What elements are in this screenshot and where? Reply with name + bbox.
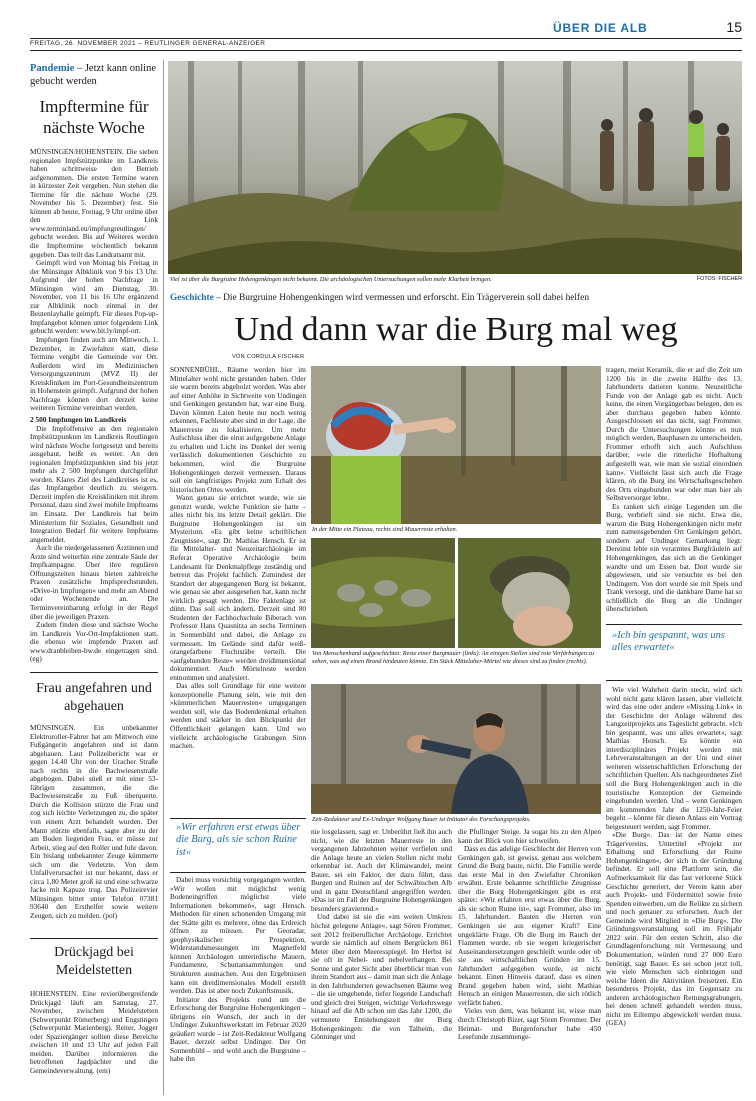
history-kicker-text: Die Burgruine Hohengenkingen wird vermessen und erforscht. Ein Trägerverein soll dabei helfen [220, 293, 590, 303]
col2-p1: nie losgelassen, sagt er. Unberührt ließ ihn auch nicht, wie die letzten Mauerreste in den vergangenen Jahrzehnten weiter verfielen und die Anlage heute an vielen Stellen nicht mehr erkennbar ist. Auch der Klimawandel, meint Bauer, sei ein Faktor, der dazu führt, dass Burgen und Ruinen auf der Schwäbischen Alb und in ganz Deutschland angegriffen werden. »Das ist im Fall der Burgruine Hohengenkingen besonders gravierend.« [311, 828, 452, 913]
main-col1-top [170, 366, 306, 816]
col3-p1: tragen, meist Keramik, die er auf die Zeit um 1200 bis in die zweite Hälfte des 13. Jahrhunderts datieren konnte. Neuzeitliche Funde von der Anlage gab es nicht. Auch keine, die einen Vorgängerbau belegen, den es aber durchaus gegeben haben könnte. Ausgeschlossen sei das nicht, sagt Frommer. Durch die Untersuchungen könnte es nun möglich werden, Bauphasen zu unterscheiden, Frommer erhofft sich auch Aufschluss darüber, »wie die ritterliche Hofhaltung aufgestellt war, wie man sie sozial einordnen kann«. Vielleicht lässt sich auch die Frage klären, ob die Burg ins Wirtschaftsgeschehen des Orts eingebunden war oder man hier als Selbstversorger lebte. [606, 366, 742, 503]
history-kicker [170, 292, 742, 306]
frau-headline: Frau angefahren und abgehauen [36, 681, 152, 714]
pull-quote-2: »Ich bin gespannt, was uns alles erwartet« [612, 630, 725, 654]
ruin-illustration [168, 61, 742, 274]
main-col2b-text [458, 828, 601, 1094]
ruin-photo [168, 61, 742, 274]
pandemie-headline: Impftermine für nächste Woche [39, 97, 149, 137]
col3-p3: Wie viel Wahrheit darin steckt, wird sich wohl nicht ganz klären lassen, aber vielleicht wird das eine oder andere »Missing Link« in der Geschichte der Anlage während des Langzeitprojekts ans Tageslicht gebracht. »Ich bin gespannt, was uns alles erwartet«, sagt Mathias Hensch. Es könnte ein interdisziplinäres Projekt werden mit Lehrveranstaltungen an der Uni und einer weiteren wissenschaftlichen Erforschung der schriftlichen Quellen. Als nachgeordnetes Ziel soll die Burg Hohengenkingen auch in die touristische Konzeption der Gemeinde eingebunden werden. Und – wenn Genkingen im kommenden Jahr die 1250-Jahr-Feier begeht – könnte für diesen Anlass ein Vortrag beigesteuert werden, sagt Frommer. [606, 686, 742, 831]
bauer-illustration [311, 684, 601, 814]
drueckjagd-headline: Drückjagd bei Meidelstetten [54, 945, 134, 978]
dateline-rule [30, 50, 742, 51]
section-title: ÜBER DIE ALB [553, 21, 648, 35]
quote1-rule-top [170, 818, 306, 819]
left-divider-1 [30, 672, 158, 673]
pandemie-p4: Die Impfoffensive an den regionalen Impfstützpunkten im Landkreis Reutlingen wird nächste Woche fortgesetzt und bereits ausgebaut, heißt es weiter. An den regionalen Impfstützpunkten sind bis jetzt mehr als 2 500 Impfungen durchgeführt worden. Klares Ziel des Landkreises ist es, das Impfangebot deutlich zu steigern. Derzeit impfen die Kreiskliniken mit ihrem Personal, dazu sind zwei mobile Impfteams im Einsatz. Der Landkreis hat beim Ministerium für Soziales, Gesundheit und Integration Bedarf für weitere Impfteams angemeldet. [30, 423, 158, 544]
boy-at-wall-illustration [311, 366, 601, 524]
pandemie-p5: Auch die niedergelassenen Ärztinnen und Ärzte sind weiterhin eine zentrale Säule der Impfkampagne. Über ihre regulären Öffnungszeiten hinaus bieten zahlreiche Praxen zusätzliche Impfsprechstunden, »Drive-in Impfungen« und mehr am Abend oder Wochenende an. Die Terminvereinbarung erfolgt in der Regel über die jeweiligen Praxen. [30, 543, 158, 621]
wall-illustration [311, 538, 455, 648]
frau-article [30, 724, 158, 934]
bauer-photo [311, 684, 601, 814]
col2b-p2: Dass es das adelige Geschlecht der Herren von Genkingen gab, ist gewiss, genau aus welchem Grund die Burg baute, nicht. Die Familie werde das erste Mal in den Zwiefalter Chroniken erwähnt. Erste bekannte schriftliche Zeugnisse über die Burg Hohengenkingen gibt es erst später: »Wir erfahren erst etwas über die Burg, als sie schon Ruine ist«, sagt Frommer, also im 15. Jahrhundert. Bauten die Herren von Genkingen sie aus eigener Kraft? Eine ungeklärte Frage. Ob die Burg im Rauch der Flammen wurde, ob sie wegen kriegerischer Auseinandersetzungen geschleift wurde oder ob sie aus wirtschaftlichen Gründen im 15. Jahrhundert aufgegeben wurde, ist nicht bekannt. Einen Hinweis darauf, dass es einen Brand gegeben haben wird, sieht Mathias Hensch an einigen Mauerresten, die sich rötlich verfärbt haben. [458, 844, 601, 1007]
mortar-illustration [458, 538, 601, 648]
bauer-photo-caption: Zeit-Redakteur und Ex-Undinger Wolfgang Bauer ist Initiator des Forschungsprojekts. [312, 816, 531, 823]
top-photo-caption: Viel ist über die Burgruine Hohengenkingen nicht bekannt. Die archäologischen Untersuchungen sollen mehr Klarheit bringen. [170, 276, 492, 283]
main-col1-bottom [170, 876, 306, 1094]
pull-quote-1: »Wir erfahren erst etwas über die Burg, als sie schon Ruine ist« [176, 822, 301, 858]
pandemie-kicker [30, 62, 158, 92]
left-divider-2 [30, 938, 158, 939]
wall-photo [311, 538, 455, 648]
col1-p3: Das alles soll Grundlage für eine weitere konzeptionelle Planung sein, wie mit den »kümmerlichen Mauerresten« umgegangen werden soll, wie das Bodendenkmal erhalten werden und stärker in den Blickpunkt der Öffentlichkeit gelangen kann. Und wo vielleicht archäologische Grabungen Sinn machen. [170, 681, 306, 751]
header-rule [30, 38, 742, 39]
pandemie-subhead: 2 500 Impfungen im Landkreis [30, 414, 127, 424]
kicker-text: Jetzt kann online gebucht werden [30, 63, 156, 87]
mortar-photo [458, 538, 601, 648]
col1-p2: Wann genau sie errichtet wurde, wie sie genutzt wurde, welche Funktion sie hatte – alles nicht bis ins letzte Detail geklärt. Die Burgruine Hohengenkingen ist ein Mysterium. »Es gibt keine schriftlichen Zeugnisse«, sagt Dr. Mathias Hensch. Er ist für Mittelalter- und Neuzeitarchäologie im Referat Operative Archäologie beim Landesamt für Denkmalpflege zuständig und betreut das Projekt fachlich. Zumindest der Standort der abgegangenen Burg ist bekannt, wie genau sie aber ausgesehen hat, kann nicht wirklich gesagt werden. Die Faktenlage ist dünn. Das soll sich ändern. Derzeit sind 80 Studenten der Fachhochschule Biberach von Professor Hans Quasnitza an sechs Terminen in Sonnenbühl und dabei, die Anlage zu vermessen. Im Gelände sind dafür weiß-orangefarbene Fluchtstäbe verteilt. Die »aufgehenden Reste« werden dreidimensional dokumentiert. Auch Mörtelreste werden entnommen und analysiert. [170, 493, 306, 682]
history-kicker-label: Geschichte – [170, 293, 221, 303]
byline: VON CORDULA FISCHER [232, 354, 305, 360]
pandemie-p6: Zudem finden diese und nächste Woche im Landkreis Vor-Ort-Impfaktionen statt, die ebenso wie impfende Praxen auf www.dranbleiben-bw.de eingetragen sind. (eg) [30, 620, 158, 664]
col2b-p3: Vieles von dem, was bekannt ist, wisse man durch Christoph Bizer, sagt Sören Frommer. Der Heimat- und Burgenforscher habe 450 Lesefunde zusammenge- [458, 1006, 601, 1042]
pandemie-p1: MÜNSINGEN/HOHENSTEIN. Die sieben regionalen Impfstützpunkte im Landkreis haben schrittweise den Betrieb aufgenommen. Die ersten Termine waren in kürzester Zeit vergeben. Nun stehen die Termine für die nächste Woche (29. November bis 5. Dezember) fest. Sie können ab heute, Freitag, 9 Uhr online über den Link www.terminland.eu/impfungreutlingen/ gebucht werden. Bis auf Weiteres werden die Impftermine wöchentlich bekannt gegeben. Das teilt das Landratsamt mit. [30, 148, 158, 259]
pandemie-p3: Impfungen finden auch am Mittwoch, 1. Dezember, in Zwiefalten statt, diese Termine vergibt die Gemeinde vor Ort. Außerdem wird im Medizinischen Versorgungszentrum (MVZ II) der Kreiskliniken im Port-Gesundheitszentrum in Hohenstein geimpft. Aufgrund der hohen Nachfrage können dort derzeit keine weiteren Termine vereinbart werden. [30, 335, 158, 413]
drueckjagd-article [30, 990, 158, 1090]
quote1-rule-bottom [170, 872, 306, 873]
mortar-photo-caption: Von Menschenhand aufgeschichtet: Reste einer Burgmauer (links). An einigen Stellen sind rote Verfärbungen zu sehen, was auf einen Brand hindeuten könnte. Ein Stück Mittelalter-Mörtel wie dieses sind zu finden (rechts). [312, 650, 595, 665]
col1-p5: Initiator des Projekts rund um die Erforschung der Burgruine Hohengenkingen – übrigens ein Wunsch, der auch in der Undinger Zukunftswerkstatt im Februar 2020 geäußert wurde – ist Zeit-Redakteur Wolfgang Bauer, derzeit selbst Undinger. Der Ort Sonnenbühl – und wohl auch die Burgruine – habe ihn [170, 994, 306, 1064]
main-col3-top [606, 366, 742, 618]
photo-credit: FOTOS: FISCHER [696, 276, 742, 282]
main-col3-bottom [606, 686, 742, 1094]
col1-p4: Dabei muss vorsichtig vorgegangen werden. »Wir wollen mit möglichst wenig Bodeneingriffen möglichst viele Informationen bekommen«, sagt Hensch. Methoden für einen schonenden Umgang mit der Stätte gibt es mehrere, ohne das Erdreich öffnen zu müssen. Per Georadar, geophysikalischer Prospektion, Widerstandsmessungen im Magnetfeld können Archäologen unterirdische Mauern, Fundamente, Schuttansammlungen und Strukturen ausmachen. Aus den Ergebnissen kann ein dreidimensionales Modell erstellt werden. Das ist aber noch Zukunftsmusik. [170, 876, 306, 996]
drueckjagd-p1: HOHENSTEIN. Eine revierübergreifende Drückjagd läuft am Samstag, 27. November, zwischen Meidelstetten (Schwerpunkt Römerberg) und Engstingen (Schwerpunkt Marienberg). Reiter, Jogger oder Spaziergänger sollten diese Bereiche zwischen 10 und 13 Uhr auf jeden Fall meiden. Darüber informieren die betroffenen Jagdpächter und die Gemeindeverwaltung. (em) [30, 990, 158, 1075]
main-col2-text [311, 828, 452, 1094]
pandemie-article [30, 148, 158, 668]
col3-p4: »Die Burg«. Das ist der Name eines Trägervereins, Untertitel »Projekt zur Erhaltung und Erforschung der Ruine Hohengenkingen«, der sich in der Gründung befindet. Er soll eine Plattform sein, die Aufmerksamkeit für das fast verlorene Stück Geschichte generiert, der Verein kann aber auch Projekt- und Fördermittel sowie freie Spenden einwerben, um die Relikte zu sichern und noch genauer zu erforschen. Auch der Gemeinde wird Mitglied in »Die Burg«. Die Gründungsveranstaltung soll im Frühjahr 2022 sein. Für den ersten Schritt, also die Grundlagenforschung mit Vermessung und Dokumentation, würden rund 27 000 Euro benötigt, sagt Bauer. Es sei schon jetzt toll, wie viele Menschen sich einbringen und welche Ideen die Aktivitäten freisetzen. Ein besonderes Projekt, das im Gegensatz zu anderen archäologischen Rettungsgrabungen, bei denen schnell gehandelt werden muss, nicht im Eiltempo abgewickelt werden muss. (GEA) [606, 830, 742, 1028]
quote2-rule-bottom [606, 680, 742, 681]
col2-p2: Und dabei ist sie die »im weiten Umkreis höchst gelegene Anlage«, sagt Sören Frommer, seit 2012 freiberuflicher Archäologe. Errichtet wurde sie nämlich auf einem Bergrücken 861 Meter über dem Meeresspiegel. Im Herbst ist sie oft in Nebel- und nebelverhangen. Bei Sonne und guter Sicht aber überblickt man von ihrem Standort aus – damit man sich die Anlage in den Jahrhunderten gewachsenen Bäume weg – die sie umgebende, tiefer liegende Landschaft und gleich drei Steigen, wichtige Verkehrswege hinauf auf die Alb schon um das Jahr 1200, die vermutete Entstehungszeit der Burg Hohengenkingen: die von Talheim, die Gönninger und [311, 912, 452, 1042]
boy-photo-caption: In der Mitte ein Plateau, rechts sind Mauerreste erhalten. [312, 526, 458, 533]
quote2-rule-top [606, 624, 742, 625]
kicker-label: Pandemie – [30, 63, 83, 74]
boy-photo [311, 366, 601, 524]
col2b-p1: die Pfullinger Steige. Ja sogar bis zu den Alpen kann der Blick von hier schweifen. [458, 828, 601, 845]
dateline: FREITAG, 26. NOVEMBER 2021 – REUTLINGER GENERAL-ANZEIGER [30, 40, 266, 47]
col3-p2: Es ranken sich einige Legenden um die Burg, verbrieft sind sie nicht. Etwa die, warum die Burg Hohengenkingen nicht mehr zum namensgebenden Ort Genkingen gehört, sondern auf Undinger Gemarkung liegt: Dereinst lebte ein verarmtes Burgfräulein auf Hohengenkingen, das sich an die Genkinger wandte und um Essen bat. Dort wurde sie abgewiesen, und sie versuchte es bei den Undingern. Von dort wurde sie mit Speis und Trank versorgt, und die dankbare Dame hat so schließlich die Burg an die Undinger überschrieben. [606, 501, 742, 614]
page-number: 15 [726, 19, 742, 35]
main-headline: Und dann war die Burg mal weg [234, 311, 678, 348]
pandemie-p2: Geimpft wird von Montag bis Freitag in der Münsinger Albklinik von 9 bis 13 Uhr. Aufgrund der hohen Nachfrage in Münsingen wird am Dienstag, 30. November, von 11 bis 16 Uhr ergänzend zur Albklinik noch einmal in der Beutenlayhalle geimpft. Für dieses Pop-up-Impfangebot können unter folgendem Link gebucht werden: www.bit.ly/impf-ort. [30, 258, 158, 336]
col1-p1: SONNENBÜHL. Räume werden hier im Mittelalter wohl nicht gestanden haben. Oder sie waren bereits abgeholzt worden. Was aber auf einer Anhöhe in Sichtweite von Undingen und Genkingen gestanden hat, war eine Burg. Davon können Laien heute nur noch wenig erkennen, Fachleute aber sind in der Lage, die Mauerreste zu lokalisieren. Um mehr Aufschluss über die einst aufgegebene Anlage zu erhalten und Licht ins Dunkel der wenig verlässlich dokumentierten Geschichte zu bekommen, wird die Burgruine Hohengenkingen derzeit vermessen. Daraus soll ein langfristiges Projekt zum Erhalt des historischen Ortes werden. [170, 366, 306, 494]
column-separator [163, 60, 164, 1095]
frau-p1: MÜNSINGEN. Ein unbekannter Elektroroller-Fahrer hat am Mittwoch eine Fußgängerin angefahren und ist dann abgehauen. Laut Polizeibericht war er gegen 14.40 Uhr von der Uracher Straße nach rechts in die Bachwiesenstraße abgebogen. Dabei stieß er mit einer 53-Jährigen zusammen, die die Bachwiesenstraße zu Fuß überquerte. Durch die Kollision stürzte die Frau und zog sich leichte Verletzungen zu, die später von einem Arzt behandelt wurden. Der Mann stürzte ebenfalls, sagte aber zu der am Boden liegenden Frau, er müsse zur Arbeit, stieg auf den Roller und fuhr davon. Ein bislang unbekannter Zeuge kümmerte sich um die Verletzte. Von dem Unfallverursacher ist nur bekannt, dass er circa 1,80 Meter groß ist und eine schwarze Jacke mit Kapuze trug. Das Polizeirevier Münsingen bittet unter Telefon 07381 93640 den Ersthelfer sowie weitere Zeugen, sich zu melden. (pol) [30, 724, 158, 921]
